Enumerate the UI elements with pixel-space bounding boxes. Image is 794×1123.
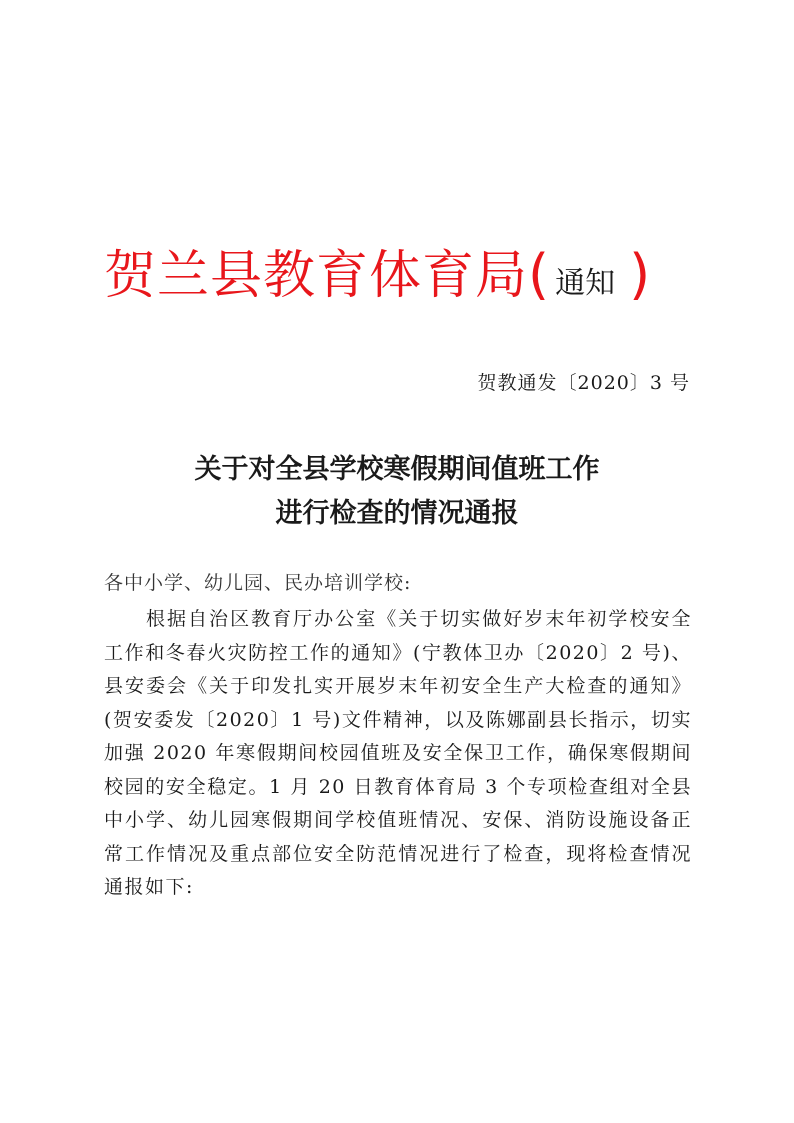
masthead-document-type: 通知: [555, 266, 616, 301]
document-title-line-2: 进行检查的情况通报: [275, 498, 519, 529]
masthead-paren-close: ): [629, 243, 651, 306]
document-title-line-1: 关于对全县学校寒假期间值班工作: [194, 454, 600, 485]
document-title: [0, 448, 794, 536]
masthead-paren-open: (: [528, 243, 550, 306]
body-paragraph: 根据自治区教育厅办公室《关于切实做好岁末年初学校安全工作和冬春火灾防控工作的通知》(宁教体卫办〔2020〕2 号)、县安委会《关于印发扎实开展岁末年初安全生产大检查的通知》(贺安委发〔2020〕1 号)文件精神，以及陈娜副县长指示，切实加强 2020 年寒假期间校园值班及安全保卫工作，确保寒假期间校园的安全稳定。1 月 20 日教育体育局 3 个专项检查组对全县中小学、幼儿园寒假期间学校值班情况、安保、消防设施设备正常工作情况及重点部位安全防范情况进行了检查，现将检查情况通报如下:: [104, 608, 692, 898]
document-number: 贺教通发〔2020〕3 号: [477, 372, 690, 394]
masthead: [104, 243, 651, 306]
masthead-agency-name: 贺兰县教育体育局: [104, 246, 529, 306]
salutation: 各中小学、幼儿园、民办培训学校:: [104, 572, 412, 594]
